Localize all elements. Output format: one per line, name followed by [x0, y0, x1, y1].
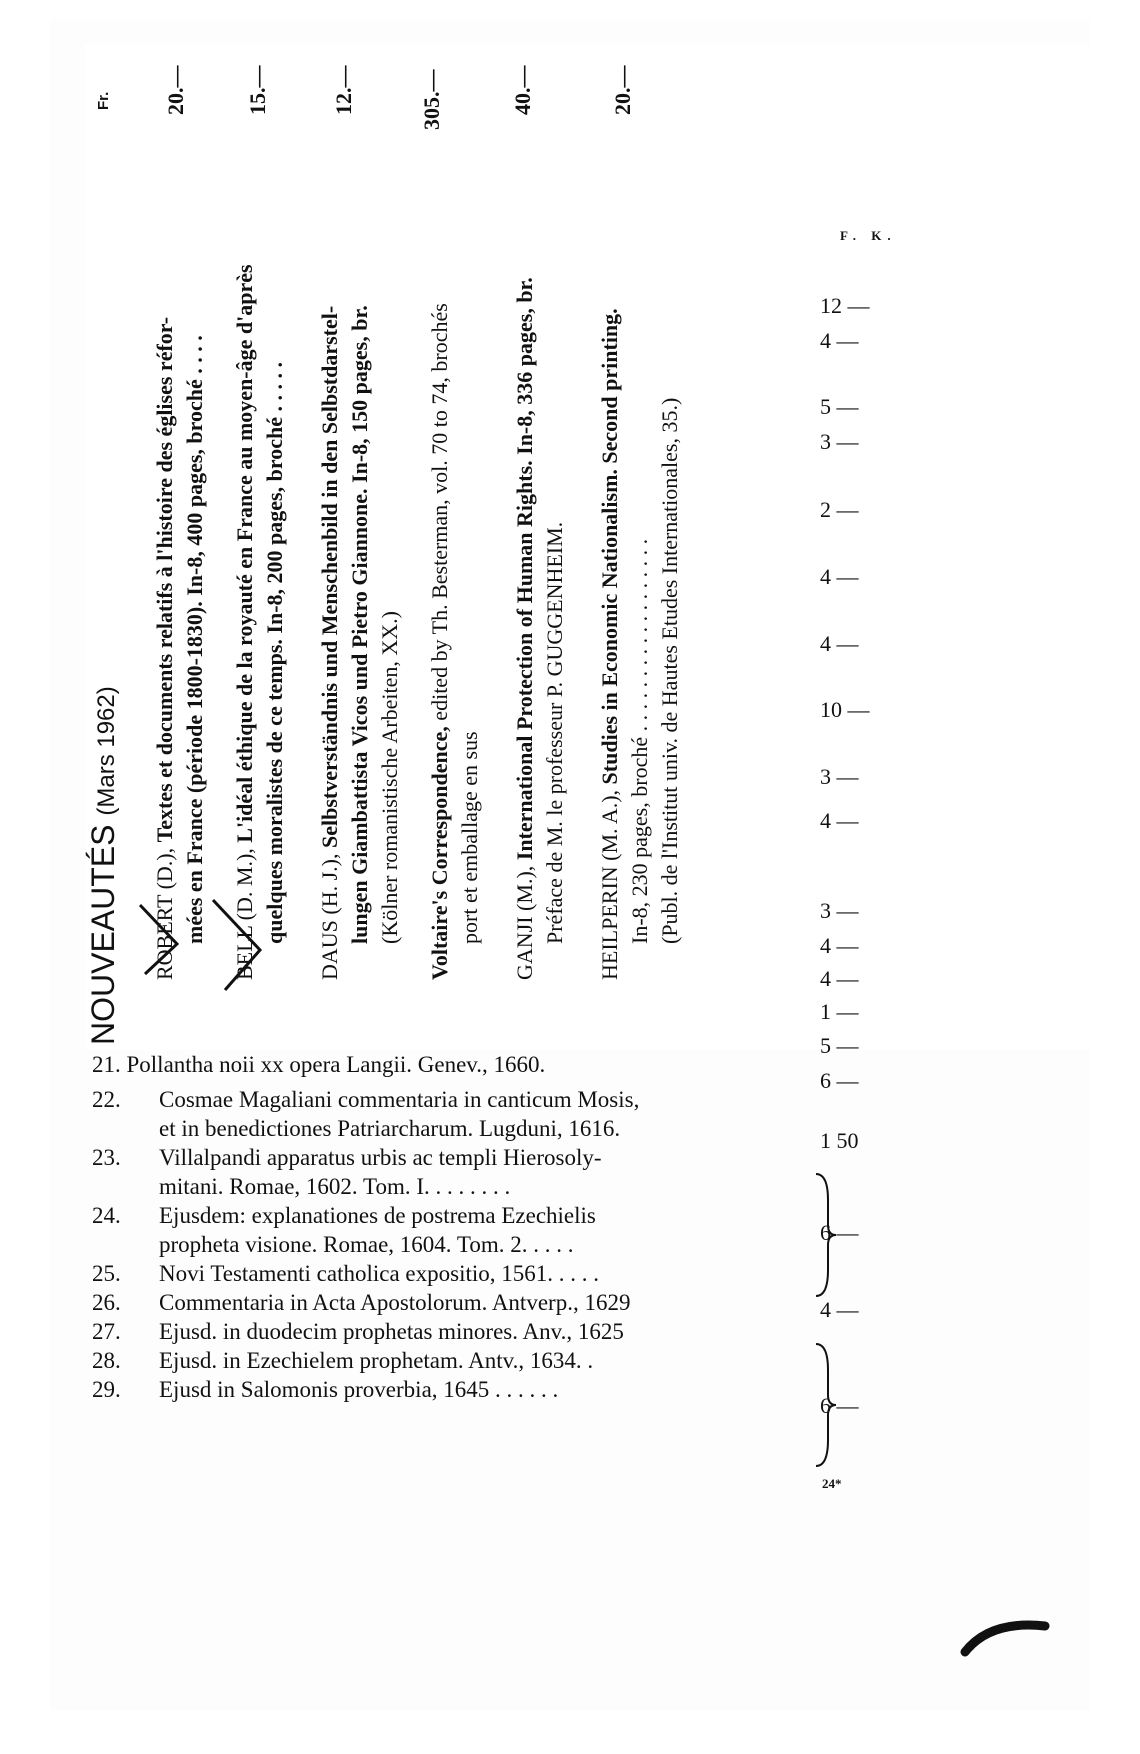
catalog-list [92, 1085, 812, 1404]
catalog-row: 23. Villalpandi apparatus urbis ac templi Hierosoly- [92, 1145, 602, 1170]
price-value: 3 — [820, 429, 859, 454]
catalog-row: 25. Novi Testamenti catholica expositio, 1561. . . . . [92, 1261, 599, 1286]
price-value: 4 — [820, 631, 859, 656]
catalog-row: 22. Cosmae Magaliani commentaria in canticum Mosis, [92, 1087, 640, 1112]
price-value: 4 — [820, 933, 859, 958]
price-value: 5 — [820, 394, 859, 419]
catalog-row: mitani. Romae, 1602. Tom. I. . . . . . . . [159, 1174, 511, 1199]
insert-price: 305.— [419, 69, 444, 130]
catalog-row: et in benedictiones Patriarcharum. Lugduni, 1616. [159, 1116, 621, 1141]
price-value: 10 — [820, 697, 870, 722]
price-value: 3 — [820, 898, 859, 923]
insert-price: 12.— [331, 65, 356, 115]
price-value: 6 — [820, 1393, 859, 1418]
insert-price: 40.— [510, 65, 535, 115]
covered-line: 21. Pollantha noii xx opera Langii. Genev., 1660. [92, 1052, 546, 1077]
price-value: 4 — [820, 966, 859, 991]
catalog-row: 29. Ejusd in Salomonis proverbia, 1645 . . . . . . [92, 1377, 559, 1402]
price-value: 4 — [820, 328, 859, 353]
price-value: 1 50 [820, 1128, 859, 1153]
insert-date: (Mars 1962) [93, 686, 120, 816]
insert-entry: GANJI (M.), International Protection of Human Rights. In-8, 336 pages, br. Préface de M. le professeur P. GUGGENHEIM. [512, 277, 567, 980]
price-value: 4 — [820, 1297, 859, 1322]
price-value: 6 — [820, 1220, 859, 1245]
brace-icon [808, 1340, 838, 1470]
catalog-row: 27. Ejusd. in duodecim prophetas minores. Anv., 1625 [92, 1319, 624, 1344]
catalog-row: 26. Commentaria in Acta Apostolorum. Antverp., 1629 [92, 1290, 631, 1315]
price-value: 4 — [820, 564, 859, 589]
catalog-row: propheta visione. Romae, 1604. Tom. 2. . . . . [159, 1232, 574, 1257]
insert-price: 20.— [610, 65, 635, 115]
price-value: 1 — [820, 999, 859, 1024]
price-value: 4 — [820, 808, 859, 833]
price-value: 2 — [820, 497, 859, 522]
insert-price: 15.— [245, 65, 270, 115]
pencil-mark-icon [205, 895, 285, 995]
price-value: 3 — [820, 764, 859, 789]
price-value: 5 — [820, 1033, 859, 1058]
catalog-row: 28. Ejusd. in Ezechielem prophetam. Antv., 1634. . [92, 1348, 594, 1373]
insert-entry: ROBERT (D.), Textes et documents relatifs à l'histoire des églises réfor- mées en France (période 1800-1830). In-8, 400 pages, broché . . . . [152, 316, 207, 980]
insert-entry: HEILPERIN (M. A.), Studies in Economic Nationalism. Second printing. In-8, 230 pages, broché . . . . . . . . . . . . . . . . . . (Publ. de l'Institut univ. de Hautes Etudes Internationales, 35.) [597, 308, 682, 980]
insert-title: NOUVEAUTÉS (Mars 1962) [85, 686, 121, 1045]
scan-artifact-icon [960, 1612, 1050, 1662]
price-value: 6 — [820, 1068, 859, 1093]
price-column-header: F. K. [840, 228, 897, 243]
currency-label: Fr. [95, 91, 112, 110]
brace-icon [808, 1170, 838, 1300]
price-value: 12 — [820, 293, 870, 318]
insert-price: 20.— [163, 65, 188, 115]
pencil-mark-icon [135, 900, 205, 980]
page-signature: 24* [822, 1476, 842, 1491]
nouveautes-insert [85, 45, 1095, 1050]
insert-entry: DAUS (H. J.), Selbstverständnis und Menschenbild in den Selbstdarstel- lungen Giambattista Vicos und Pietro Giannone. In-8, 150 pages, br. (Kölner romanistische Arbeiten, XX.) [317, 305, 402, 980]
insert-entry: Voltaire's Correspondence, edited by Th. Besterman, vol. 70 to 74, brochés port et emballage en sus [427, 303, 482, 980]
catalog-row: 24. Ejusdem: explanationes de postrema Ezechielis [92, 1203, 596, 1228]
insert-entry: BELL (D. M.), L'idéal éthique de la royauté en France au moyen-âge d'après quelques moralistes de ce temps. In-8, 200 pages, broché . . . . . [232, 264, 287, 980]
